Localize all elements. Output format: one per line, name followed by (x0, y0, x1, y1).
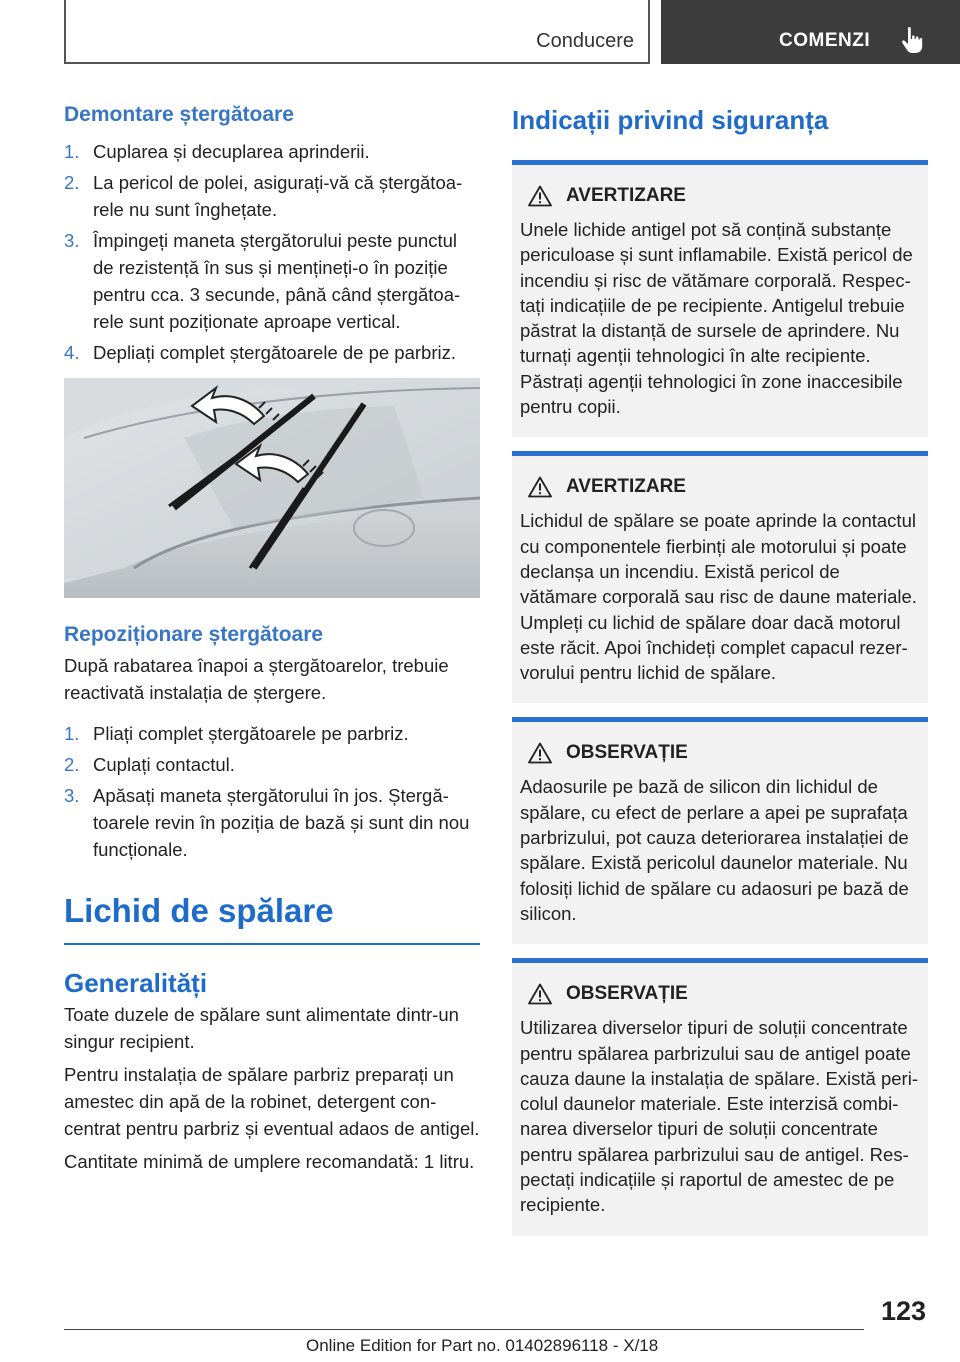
list-item: 4. Depliați complet ștergătoarele de pe parbriz. (64, 342, 456, 363)
notice-text: Utilizarea diverselor tipuri de soluții concentrate pentru spălarea parbrizului sau de antigel poate cauza daune la instalația de spălare. Există pericolul daunelor materiale. Este interzisă combinarea diverselor tipuri de soluții concentrate pentru spălarea parbrizului sau de antigel. Respectați indicațiile și raportul de amestec de pe recipiente. (520, 1017, 918, 1216)
generalitati-p3: Cantitate minimă de umplere recomandată: 1 litru. (64, 1151, 475, 1172)
demontare-heading: Demontare ștergătoare (64, 103, 294, 126)
repozitionare-heading: Repoziționare ștergătoare (64, 623, 324, 646)
list-item: 1. Pliați complet ștergătoarele pe parbriz. (64, 723, 409, 744)
list-item: 3. Apăsați maneta ștergătorului în jos. Ștergătoarele revin în poziția de bază și sunt din nou funcționale. (64, 785, 470, 860)
right-column (512, 100, 928, 1236)
warning-box (512, 160, 928, 437)
warning-label: AVERTIZARE (566, 185, 686, 206)
lichid-heading: Lichid de spălare (64, 889, 480, 945)
warning-triangle-icon (528, 742, 552, 764)
warning-text: Lichidul de spălare se poate aprinde la contactul cu componentele fierbinți ale motorului și poate declanșa un incendiu. Există pericol de vătămare corporală sau risc de daune materiale. Umpleți cu lichid de spălare doar dacă motorul este răcit. Apoi închideți complet capacul rezervorului pentru lichid de spălare. (520, 510, 917, 684)
notice-box (512, 958, 928, 1235)
list-item: 3. Împingeți maneta ștergătorului peste punctul de rezistență în sus și mențineți-o în poziție pentru cca. 3 secunde, până când ștergătoarele sunt poziționate aproape vertical. (64, 230, 461, 332)
repozitionare-intro: După rabatarea înapoi a ștergătoarelor, trebuie reactivată instalația de ștergere. (64, 655, 449, 703)
left-column (64, 100, 480, 1181)
header-section-tab (661, 0, 960, 64)
notice-box (512, 717, 928, 944)
warning-label: AVERTIZARE (566, 476, 686, 498)
notice-label: OBSERVAȚIE (566, 742, 688, 764)
warning-triangle-icon (528, 476, 552, 498)
warning-triangle-icon (528, 185, 552, 207)
hand-pointer-icon (901, 26, 927, 54)
list-item: 2. La pericol de polei, asigurați-vă că ștergătoarele nu sunt înghețate. (64, 172, 463, 220)
header-chapter: Conducere (536, 30, 634, 52)
list-item: 2. Cuplați contactul. (64, 754, 235, 775)
notice-label: OBSERVAȚIE (566, 983, 688, 1005)
warning-box (512, 451, 928, 703)
demontare-steps (64, 138, 480, 366)
header-chapter-box (64, 0, 650, 64)
generalitati-p1: Toate duzele de spălare sunt alimentate dintr-un singur recipient. (64, 1004, 459, 1052)
safety-heading: Indicații privind siguranța (512, 105, 829, 135)
generalitati-heading: Generalități (64, 968, 208, 998)
header-section: COMENZI (779, 30, 871, 51)
warning-text: Unele lichide antigel pot să conțină substanțe periculoase și sunt inflamabile. Există pericol de incendiu și risc de vătămare corporală. Respectați indicațiile de pe recipiente. Antigelul trebuie păstrat la distanță de sursele de aprindere. Nu turnați agenții tehnologici în alte recipiente. Păstrați agenții tehnologici în zone inaccesibile pentru copii. (520, 219, 913, 418)
page-number: 123 (880, 1296, 926, 1326)
footer-edition-text: Online Edition for Part no. 01402896118 - X/18 (306, 1336, 659, 1355)
wiper-illustration (64, 378, 480, 598)
notice-text: Adaosurile pe bază de silicon din lichidul de spălare, cu efect de perlare a apei pe suprafața parbrizului, pot cauza deteriorarea instalației de spălare. Există pericolul daunelor materiale. Nu folosiți lichid de spălare cu adaosuri pe bază de silicon. (520, 776, 909, 924)
list-item: 1. Cuplarea și decuplarea aprinderii. (64, 141, 370, 162)
footer-divider (64, 1329, 864, 1330)
repozitionare-steps (64, 720, 480, 863)
generalitati-p2: Pentru instalația de spălare parbriz preparați un amestec din apă de la robinet, detergent concentrat pentru parbriz și eventual adaos de antigel. (64, 1064, 480, 1139)
footer-edition (306, 1336, 658, 1356)
warning-triangle-icon (528, 983, 552, 1005)
